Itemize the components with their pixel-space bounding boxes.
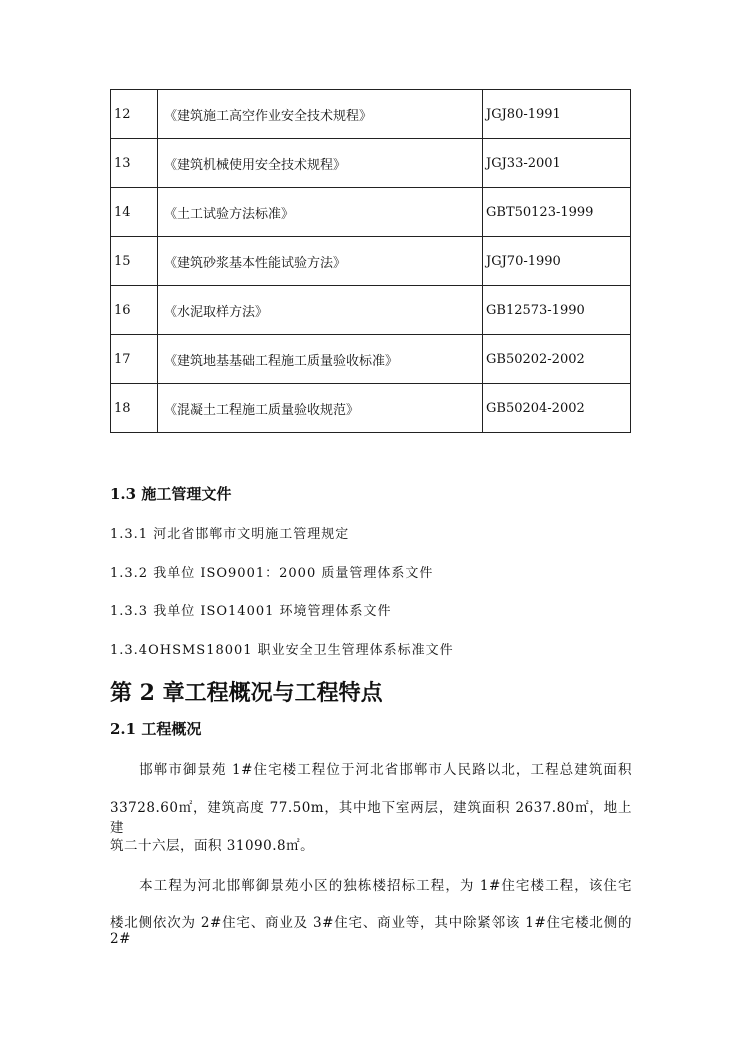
- list-item: 1.3.2 我单位 ISO9001：2000 质量管理体系文件: [110, 566, 434, 581]
- standard-code: JGJ70-1990: [483, 237, 631, 286]
- table-row: [111, 237, 631, 286]
- standard-code: GBT50123-1999: [483, 188, 631, 237]
- row-number: 18: [111, 384, 158, 433]
- table-row: [111, 188, 631, 237]
- list-item: 1.3.3 我单位 ISO14001 环境管理体系文件: [110, 604, 392, 619]
- subsection-heading: 2.1 工程概况: [110, 720, 202, 738]
- standard-title: 《混凝土工程施工质量验收规范》: [158, 384, 483, 433]
- table-row: [111, 335, 631, 384]
- standard-title: 《建筑砂浆基本性能试验方法》: [158, 237, 483, 286]
- standard-title: 《水泥取样方法》: [158, 286, 483, 335]
- section-heading: 1.3 施工管理文件: [110, 485, 232, 503]
- paragraph-line: 筑二十六层，面积 31090.8㎡。: [110, 838, 315, 854]
- paragraph-line: 楼北侧依次为 2#住宅、商业及 3#住宅、商业等，其中除紧邻该 1#住宅楼北侧的 2#: [110, 915, 632, 947]
- table-row: [111, 139, 631, 188]
- row-number: 14: [111, 188, 158, 237]
- list-item: 1.3.1 河北省邯郸市文明施工管理规定: [110, 527, 350, 542]
- standard-code: GB50204-2002: [483, 384, 631, 433]
- row-number: 15: [111, 237, 158, 286]
- standard-title: 《建筑地基基础工程施工质量验收标准》: [158, 335, 483, 384]
- standard-title: 《土工试验方法标准》: [158, 188, 483, 237]
- row-number: 12: [111, 90, 158, 139]
- row-number: 13: [111, 139, 158, 188]
- table-row: [111, 286, 631, 335]
- table-row: [111, 384, 631, 433]
- standards-table: [110, 89, 631, 433]
- standard-title: 《建筑施工高空作业安全技术规程》: [158, 90, 483, 139]
- list-item: 1.3.4OHSMS18001 职业安全卫生管理体系标准文件: [110, 643, 454, 658]
- row-number: 17: [111, 335, 158, 384]
- row-number: 16: [111, 286, 158, 335]
- standard-code: GB50202-2002: [483, 335, 631, 384]
- table-row: [111, 90, 631, 139]
- paragraph-line: 33728.60㎡，建筑高度 77.50m，其中地下室两层，建筑面积 2637.80㎡，地上建: [110, 800, 632, 836]
- chapter-heading: 第 2 章工程概况与工程特点: [110, 680, 383, 706]
- standard-code: GB12573-1990: [483, 286, 631, 335]
- standard-code: JGJ80-1991: [483, 90, 631, 139]
- standard-code: JGJ33-2001: [483, 139, 631, 188]
- standard-title: 《建筑机械使用安全技术规程》: [158, 139, 483, 188]
- paragraph-line: 本工程为河北邯郸御景苑小区的独栋楼招标工程，为 1#住宅楼工程，该住宅: [110, 878, 632, 894]
- paragraph-line: 邯郸市御景苑 1#住宅楼工程位于河北省邯郸市人民路以北，工程总建筑面积: [110, 762, 632, 778]
